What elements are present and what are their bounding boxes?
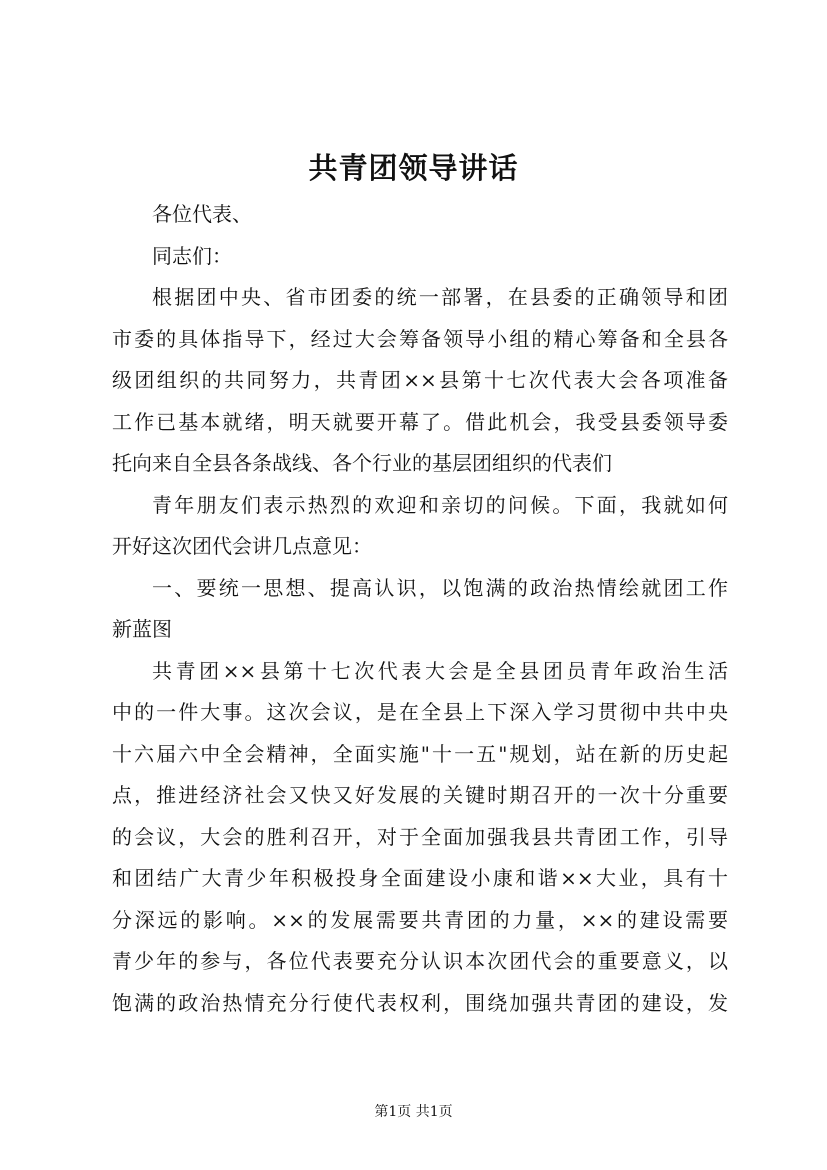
paragraph-line: 饱满的政治热情充分行使代表权利，围绕加强共青团的建设，发 xyxy=(112,990,728,1015)
paragraph-line: 青少年的参与，各位代表要充分认识本次团代会的重要意义，以 xyxy=(112,949,728,973)
paragraph-line: 十六届六中全会精神，全面实施"十一五"规划，站在新的历史起 xyxy=(112,741,728,766)
section-heading-line: 新蓝图 xyxy=(112,617,172,641)
paragraph-line: 级团组织的共同努力，共青团××县第十七次代表大会各项准备 xyxy=(112,368,728,392)
salutation-line-2: 同志们： xyxy=(152,243,232,268)
paragraph-line: 分深远的影响。××的发展需要共青团的力量，××的建设需要 xyxy=(112,907,728,932)
paragraph-line: 中的一件大事。这次会议，是在全县上下深入学习贯彻中共中央 xyxy=(112,700,728,724)
document-title: 共青团领导讲话 xyxy=(308,151,519,185)
paragraph-line: 的会议，大会的胜利召开，对于全面加强我县共青团工作，引导 xyxy=(112,824,728,849)
salutation-line-1: 各位代表、 xyxy=(152,202,252,226)
section-heading-line: 一、要统一思想、提高认识，以饱满的政治热情绘就团工作 xyxy=(152,575,728,600)
page-footer: 第1页 共1页 xyxy=(374,1104,453,1120)
document-body xyxy=(112,194,728,1024)
paragraph-line: 托向来自全县各条战线、各个行业的基层团组织的代表们 xyxy=(112,451,612,475)
paragraph-line: 工作已基本就绪，明天就要开幕了。借此机会，我受县委领导委 xyxy=(112,409,728,434)
paragraph-line: 和团结广大青少年积极投身全面建设小康和谐××大业，具有十 xyxy=(112,866,728,890)
paragraph-line: 根据团中央、省市团委的统一部署，在县委的正确领导和团 xyxy=(152,285,728,309)
paragraph-line: 青年朋友们表示热烈的欢迎和亲切的问候。下面，我就如何 xyxy=(152,492,728,517)
paragraph-line: 开好这次团代会讲几点意见： xyxy=(112,534,372,558)
paragraph-line: 市委的具体指导下，经过大会筹备领导小组的精心筹备和全县各 xyxy=(112,326,728,351)
paragraph-line: 点，推进经济社会又快又好发展的关键时期召开的一次十分重要 xyxy=(112,783,728,807)
paragraph-line: 共青团××县第十七次代表大会是全县团员青年政治生活 xyxy=(152,658,728,683)
